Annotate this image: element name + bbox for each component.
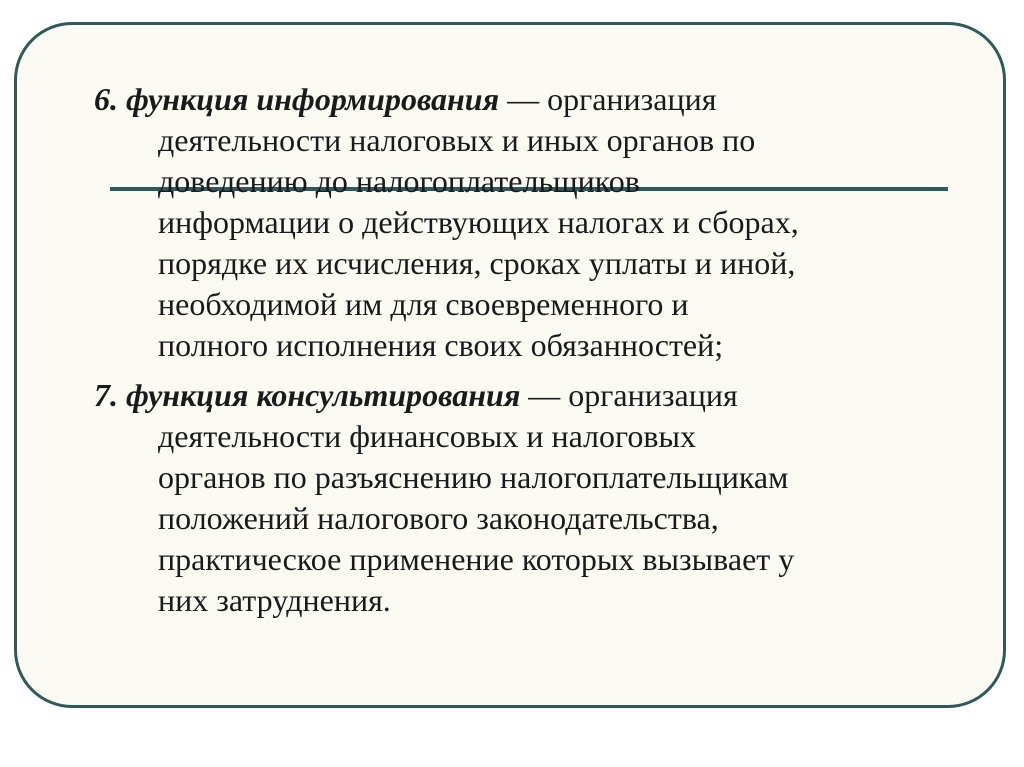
- item-line: порядке их исчисления, сроках уплаты и иной,: [158, 245, 796, 281]
- item-consulting: [94, 375, 954, 621]
- item-dash: —: [499, 81, 548, 117]
- item-line: органов по разъяснению налогоплательщикам: [158, 459, 789, 495]
- item-line: информации о действующих налогах и сборах,: [158, 204, 799, 240]
- item-line: деятельности налоговых и иных органов по: [158, 122, 756, 158]
- item-line: доведению до налогоплательщиков: [158, 163, 640, 199]
- item-line: практическое применение которых вызывает у: [158, 541, 795, 577]
- item-dash: —: [520, 377, 569, 413]
- item-line: них затруднения.: [158, 582, 391, 618]
- item-line: полного исполнения своих обязанностей;: [158, 327, 724, 363]
- item-number: 6.: [94, 81, 118, 117]
- item-number: 7.: [94, 377, 118, 413]
- item-term: функция информирования: [126, 81, 500, 117]
- item-term: функция консультирования: [126, 377, 521, 413]
- item-consulting-lead: [94, 375, 954, 416]
- item-line: организация: [547, 81, 717, 117]
- item-informing-lead: [94, 79, 954, 120]
- item-informing: [94, 79, 954, 366]
- item-line: организация: [568, 377, 738, 413]
- item-line: деятельности финансовых и налоговых: [158, 418, 696, 454]
- item-line: необходимой им для своевременного и: [158, 286, 689, 322]
- item-line: положений налогового законодательства,: [158, 500, 719, 536]
